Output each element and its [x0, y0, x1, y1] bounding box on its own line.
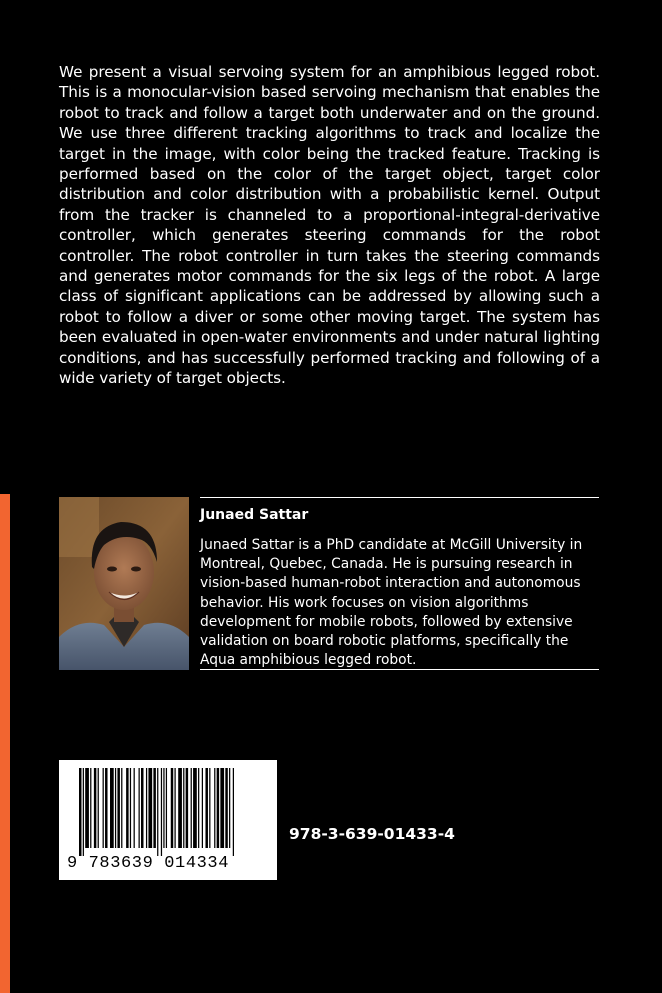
barcode-bar: [141, 768, 143, 848]
barcode-bar: [202, 768, 203, 848]
barcode-bar: [214, 768, 215, 848]
barcode-bar: [198, 768, 199, 848]
barcode-bar: [134, 768, 135, 848]
barcode-bar: [126, 768, 128, 848]
author-bio: Junaed Sattar is a PhD candidate at McGill University in Montreal, Quebec, Canada. He is pursuing research in vision-based human-robot interaction and autonomous behavior. His work focuses on vision algorithms development for mobile robots, followed by extensive validation on board robotic platforms, specifically the Aqua amphibious legged robot.: [200, 537, 583, 669]
barcode-bar: [115, 768, 116, 848]
spine-accent-strip: [0, 494, 10, 993]
barcode-bar: [163, 768, 164, 848]
barcode-bar: [191, 768, 192, 848]
barcode-bar: [193, 768, 197, 848]
barcode-bar: [161, 768, 162, 856]
barcode-bar: [83, 768, 84, 856]
barcode-bar: [186, 768, 188, 848]
barcode-bar: [171, 768, 173, 848]
barcode-bar: [225, 768, 227, 848]
barcode-bar: [117, 768, 119, 848]
barcode-bar: [121, 768, 122, 848]
barcode-bar: [130, 768, 131, 848]
abstract-paragraph: We present a visual servoing system for an amphibious legged robot. This is a monocular-vision based servoing mechanism that enables the robot to track and follow a target both underwater and on the ground. We use three different tracking algorithms to track and localize the target in the image, with color being the tracked feature. Tracking is performed based on the color of the target object, target color distribution and color distribution with a probabilistic kernel. Output from the tracker is channeled to a proportional-integral-derivative controller, which generates steering commands for the robot controller. The robot controller in turn takes the steering commands and generates motor commands for the six legs of the robot. A large class of significant applications can be addressed by allowing such a robot to follow a diver or some other moving target. The system has been evaluated in open-water environments and under natural lighting conditions, and has successfully performed tracking and following of a wide variety of target objects.: [59, 63, 600, 388]
barcode-bar: [103, 768, 104, 848]
barcode-bar: [94, 768, 96, 848]
barcode-bar: [157, 768, 158, 856]
barcode: [59, 760, 277, 880]
barcode-bar: [148, 768, 152, 848]
bio-top-rule: [200, 497, 599, 498]
barcode-bar: [105, 768, 107, 848]
isbn-number: 978-3-639-01433-4: [289, 825, 455, 843]
barcode-bar: [220, 768, 224, 848]
barcode-bar: [85, 768, 89, 848]
barcode-bar: [90, 768, 91, 848]
author-photo: [59, 497, 189, 670]
barcode-bar: [178, 768, 182, 848]
barcode-bar: [79, 768, 81, 856]
barcode-bar: [174, 768, 175, 848]
barcode-bar: [229, 768, 230, 848]
barcode-bar: [110, 768, 114, 848]
barcode-bar: [153, 768, 155, 848]
barcode-bar: [166, 768, 167, 848]
barcode-bar: [139, 768, 140, 848]
barcode-digits: 9 783639 014334: [67, 854, 230, 873]
author-name: Junaed Sattar: [200, 507, 309, 523]
barcode-bar: [98, 768, 99, 848]
barcode-bar: [183, 768, 184, 848]
barcode-bar: [217, 768, 219, 848]
bio-bottom-rule: [200, 669, 599, 670]
barcode-bar: [209, 768, 210, 848]
barcode-bar: [146, 768, 147, 848]
barcode-bar: [233, 768, 234, 856]
barcode-bar: [205, 768, 207, 848]
